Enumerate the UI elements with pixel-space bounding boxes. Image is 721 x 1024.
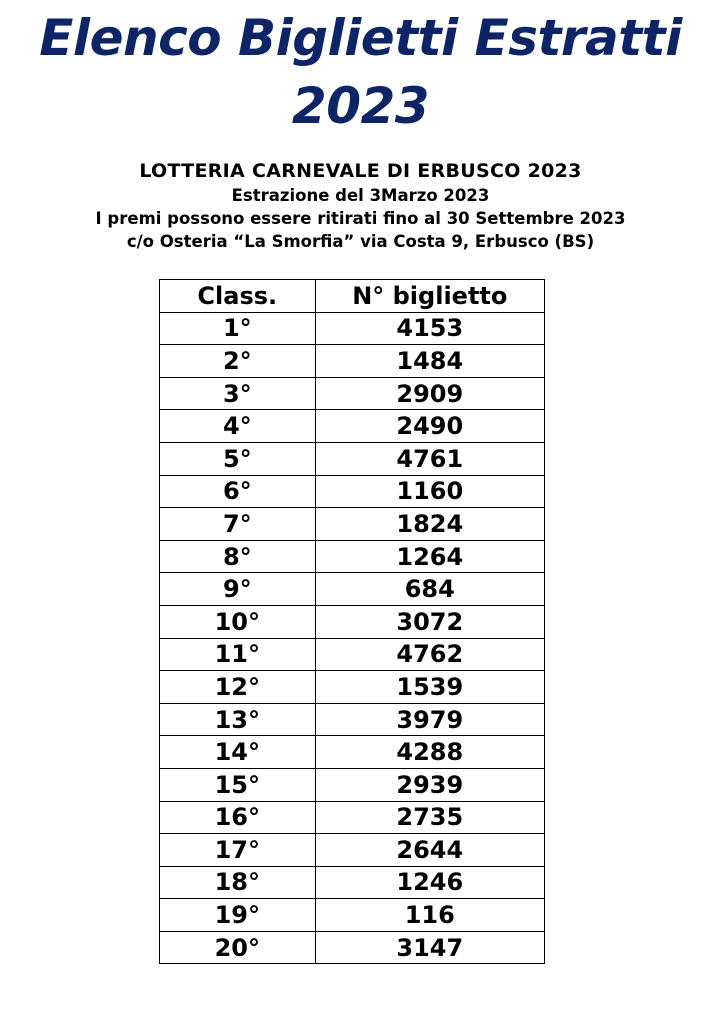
table-row [160,703,545,736]
table-row [160,638,545,671]
ticket-cell: 4153 [315,312,544,345]
rank-cell: 11° [160,638,316,671]
ticket-cell: 1160 [315,475,544,508]
ticket-cell: 1824 [315,508,544,541]
rank-cell: 18° [160,866,316,899]
ticket-cell: 1264 [315,540,544,573]
table-row [160,475,545,508]
rank-cell: 17° [160,834,316,867]
rank-cell: 16° [160,801,316,834]
column-header-ticket: N° biglietto [315,280,544,313]
ticket-cell: 3072 [315,605,544,638]
ticket-cell: 116 [315,899,544,932]
table-row [160,345,545,378]
rank-cell: 9° [160,573,316,606]
table-row [160,866,545,899]
ticket-cell: 4761 [315,442,544,475]
table-row [160,573,545,606]
ticket-cell: 2909 [315,377,544,410]
rank-cell: 4° [160,410,316,443]
table-row [160,540,545,573]
results-table [159,279,545,964]
page-title: Elenco Biglietti Estratti [39,9,682,67]
ticket-cell: 684 [315,573,544,606]
ticket-cell: 1246 [315,866,544,899]
ticket-cell: 4288 [315,736,544,769]
claim-deadline: I premi possono essere ritirati fino al 30 Settembre 2023 [95,209,626,228]
rank-cell: 2° [160,345,316,378]
rank-cell: 6° [160,475,316,508]
draw-date: Estrazione del 3Marzo 2023 [231,186,490,205]
lottery-name: LOTTERIA CARNEVALE DI ERBUSCO 2023 [139,160,582,182]
rank-cell: 8° [160,540,316,573]
ticket-cell: 3979 [315,703,544,736]
ticket-cell: 4762 [315,638,544,671]
ticket-cell: 1539 [315,671,544,704]
rank-cell: 5° [160,442,316,475]
table-row [160,671,545,704]
ticket-cell: 3147 [315,931,544,964]
claim-location: c/o Osteria “La Smorfia” via Costa 9, Erbusco (BS) [126,232,595,251]
rank-cell: 15° [160,768,316,801]
rank-cell: 7° [160,508,316,541]
table-header-row [160,280,545,313]
table-row [160,931,545,964]
table-row [160,899,545,932]
rank-cell: 14° [160,736,316,769]
table-row [160,312,545,345]
table-row [160,736,545,769]
table-row [160,834,545,867]
column-header-rank: Class. [160,280,316,313]
ticket-cell: 2490 [315,410,544,443]
rank-cell: 12° [160,671,316,704]
table-row [160,605,545,638]
rank-cell: 20° [160,931,316,964]
ticket-cell: 1484 [315,345,544,378]
subtitle-block [0,158,721,253]
rank-cell: 19° [160,899,316,932]
ticket-cell: 2735 [315,801,544,834]
ticket-cell: 2939 [315,768,544,801]
rank-cell: 13° [160,703,316,736]
ticket-cell: 2644 [315,834,544,867]
table-row [160,442,545,475]
table-row [160,768,545,801]
rank-cell: 3° [160,377,316,410]
table-row [160,508,545,541]
rank-cell: 1° [160,312,316,345]
page-title-year: 2023 [291,77,430,135]
rank-cell: 10° [160,605,316,638]
table-row [160,801,545,834]
table-row [160,377,545,410]
table-row [160,410,545,443]
